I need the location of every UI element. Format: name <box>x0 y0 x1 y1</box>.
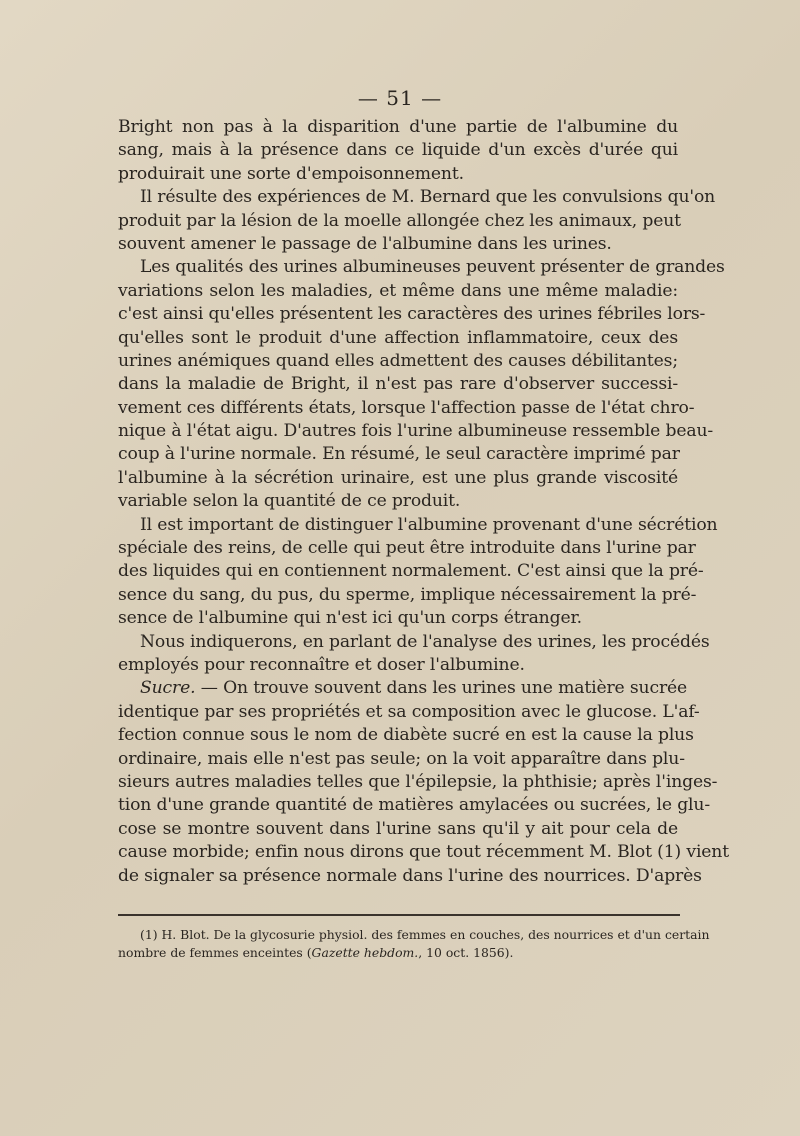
text-line: produirait une sorte d'empoisonnement. <box>118 163 464 184</box>
text-line: produit par la lésion de la moelle allongée chez les animaux, peut <box>118 210 681 231</box>
text-line: Bright non pas à la disparition d'une partie de l'albumine du <box>118 117 678 137</box>
text-line: dans la maladie de Bright, il n'est pas rare d'observer successi- <box>118 374 678 395</box>
text-line: sang, mais à la présence dans ce liquide d'un excès d'urée qui <box>118 140 678 161</box>
text-line: qu'elles sont le produit d'une affection inflammatoire, ceux des <box>118 327 678 348</box>
text-line: variations selon les maladies, et même dans une même maladie: <box>118 280 678 301</box>
text-line: fection connue sous le nom de diabète sucré en est la cause la plus <box>118 725 694 746</box>
text-line: Il résulte des expériences de M. Bernard que les convulsions qu'on <box>140 187 716 208</box>
text-line: sieurs autres maladies telles que l'épilepsie, la phthisie; après l'inges- <box>118 771 718 792</box>
text-line: de signaler sa présence normale dans l'urine des nourrices. D'après <box>118 865 702 886</box>
text-line: employés pour reconnaître et doser l'albumine. <box>118 654 525 675</box>
footnote-text: nombre de femmes enceintes ( <box>118 945 312 960</box>
footnote-date: , 10 oct. 1856). <box>418 945 514 960</box>
text-line: vement ces différents états, lorsque l'affection passe de l'état chro- <box>118 397 695 418</box>
footnote <box>118 926 710 962</box>
page-number: — 51 — <box>357 86 443 110</box>
text-line: variable selon la quantité de ce produit. <box>118 491 461 512</box>
text-line: urines anémiques quand elles admettent des causes débilitantes; <box>118 350 678 371</box>
text-line: nique à l'état aigu. D'autres fois l'urine albumineuse ressemble beau- <box>118 421 714 442</box>
section-heading-sucre: Sucre. <box>140 678 196 699</box>
text-line: Nous indiquerons, en parlant de l'analyse des urines, les procédés <box>140 631 710 652</box>
footnote-rule <box>118 914 680 916</box>
section-text: — On trouve souvent dans les urines une matière sucrée <box>200 678 688 699</box>
text-line: sence de l'albumine qui n'est ici qu'un corps étranger. <box>118 608 582 629</box>
text-line: identique par ses propriétés et sa composition avec le glucose. L'af- <box>118 701 700 722</box>
text-line: l'albumine à la sécrétion urinaire, est une plus grande viscosité <box>118 467 678 488</box>
text-line: cause morbide; enfin nous dirons que tout récemment M. Blot (1) vient <box>118 842 729 863</box>
text-line <box>118 677 688 700</box>
text-line: des liquides qui en contiennent normalement. C'est ainsi que la pré- <box>118 561 704 582</box>
text-line: tion d'une grande quantité de matières amylacées ou sucrées, le glu- <box>118 795 710 816</box>
text-line: souvent amener le passage de l'albumine dans les urines. <box>118 233 612 254</box>
text-line: sence du sang, du pus, du sperme, implique nécessairement la pré- <box>118 584 697 605</box>
footnote-line-2 <box>118 944 680 962</box>
body-text <box>118 116 729 888</box>
text-line: cose se montre souvent dans l'urine sans qu'il y ait pour cela de <box>118 818 678 839</box>
text-line: coup à l'urine normale. En résumé, le seul caractère imprimé par <box>118 444 680 465</box>
text-line: Il est important de distinguer l'albumine provenant d'une sécrétion <box>140 514 718 535</box>
footnote-line-1: (1) H. Blot. De la glycosurie physiol. des femmes en couches, des nourrices et d'un certain <box>140 927 710 942</box>
text-line: Les qualités des urines albumineuses peuvent présenter de grandes <box>140 257 725 278</box>
text-line: spéciale des reins, de celle qui peut être introduite dans l'urine par <box>118 538 696 559</box>
text-line: ordinaire, mais elle n'est pas seule; on la voit apparaître dans plu- <box>118 748 685 769</box>
footnote-journal-title: Gazette hebdom. <box>311 945 419 960</box>
text-line: c'est ainsi qu'elles présentent les caractères des urines fébriles lors- <box>118 304 706 325</box>
